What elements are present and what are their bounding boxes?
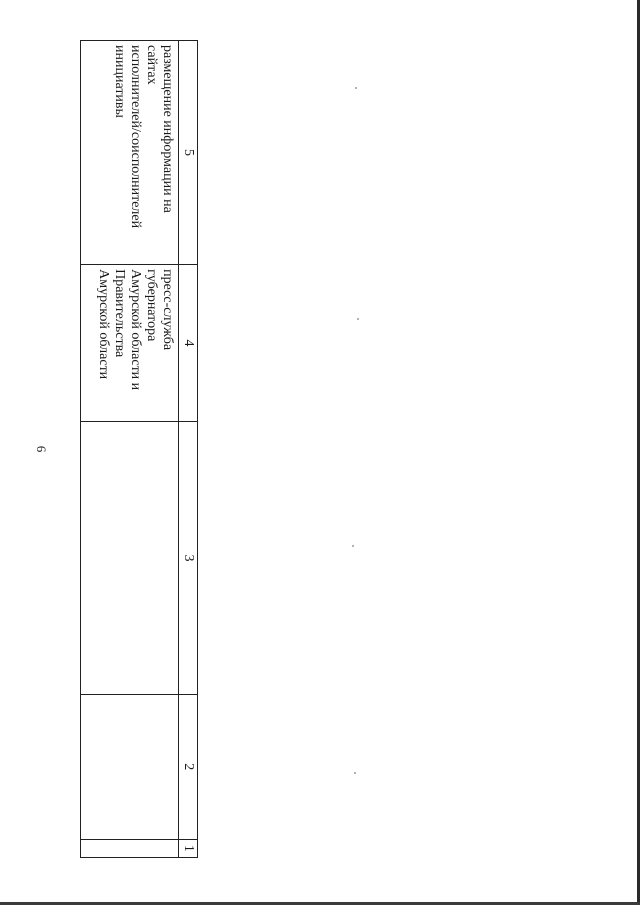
cell-col2 — [81, 694, 179, 839]
cell-col1 — [81, 839, 179, 857]
header-cell-3: 3 — [179, 421, 198, 694]
scan-speck — [352, 545, 354, 547]
cell-line: Амурской области — [96, 269, 111, 380]
rotated-table — [86, 40, 198, 858]
cell-line: Правительства — [112, 269, 127, 358]
cell-line: Амурской области и — [128, 269, 143, 391]
table-row — [81, 41, 179, 858]
cell-line: пресс-служба — [160, 269, 175, 351]
page-number: 6 — [34, 445, 49, 453]
header-cell-4: 4 — [179, 265, 198, 422]
scan-speck — [355, 87, 357, 89]
header-cell-2: 2 — [179, 694, 198, 839]
cell-line: размещение информации на — [160, 45, 175, 213]
scan-speck — [354, 772, 356, 774]
cell-placement-info — [81, 41, 179, 265]
scan-speck — [357, 318, 359, 320]
cell-responsible — [81, 265, 179, 422]
cell-line: исполнителей/соисполнителей — [128, 45, 143, 229]
document-table — [80, 40, 198, 858]
cell-line: губернатора — [144, 269, 159, 342]
header-cell-5: 5 — [179, 41, 198, 265]
cell-line: инициативы — [112, 45, 127, 118]
cell-col3 — [81, 421, 179, 694]
header-cell-1: 1 — [179, 839, 198, 857]
cell-line: сайтах — [144, 45, 159, 85]
table-header-row — [179, 41, 198, 858]
